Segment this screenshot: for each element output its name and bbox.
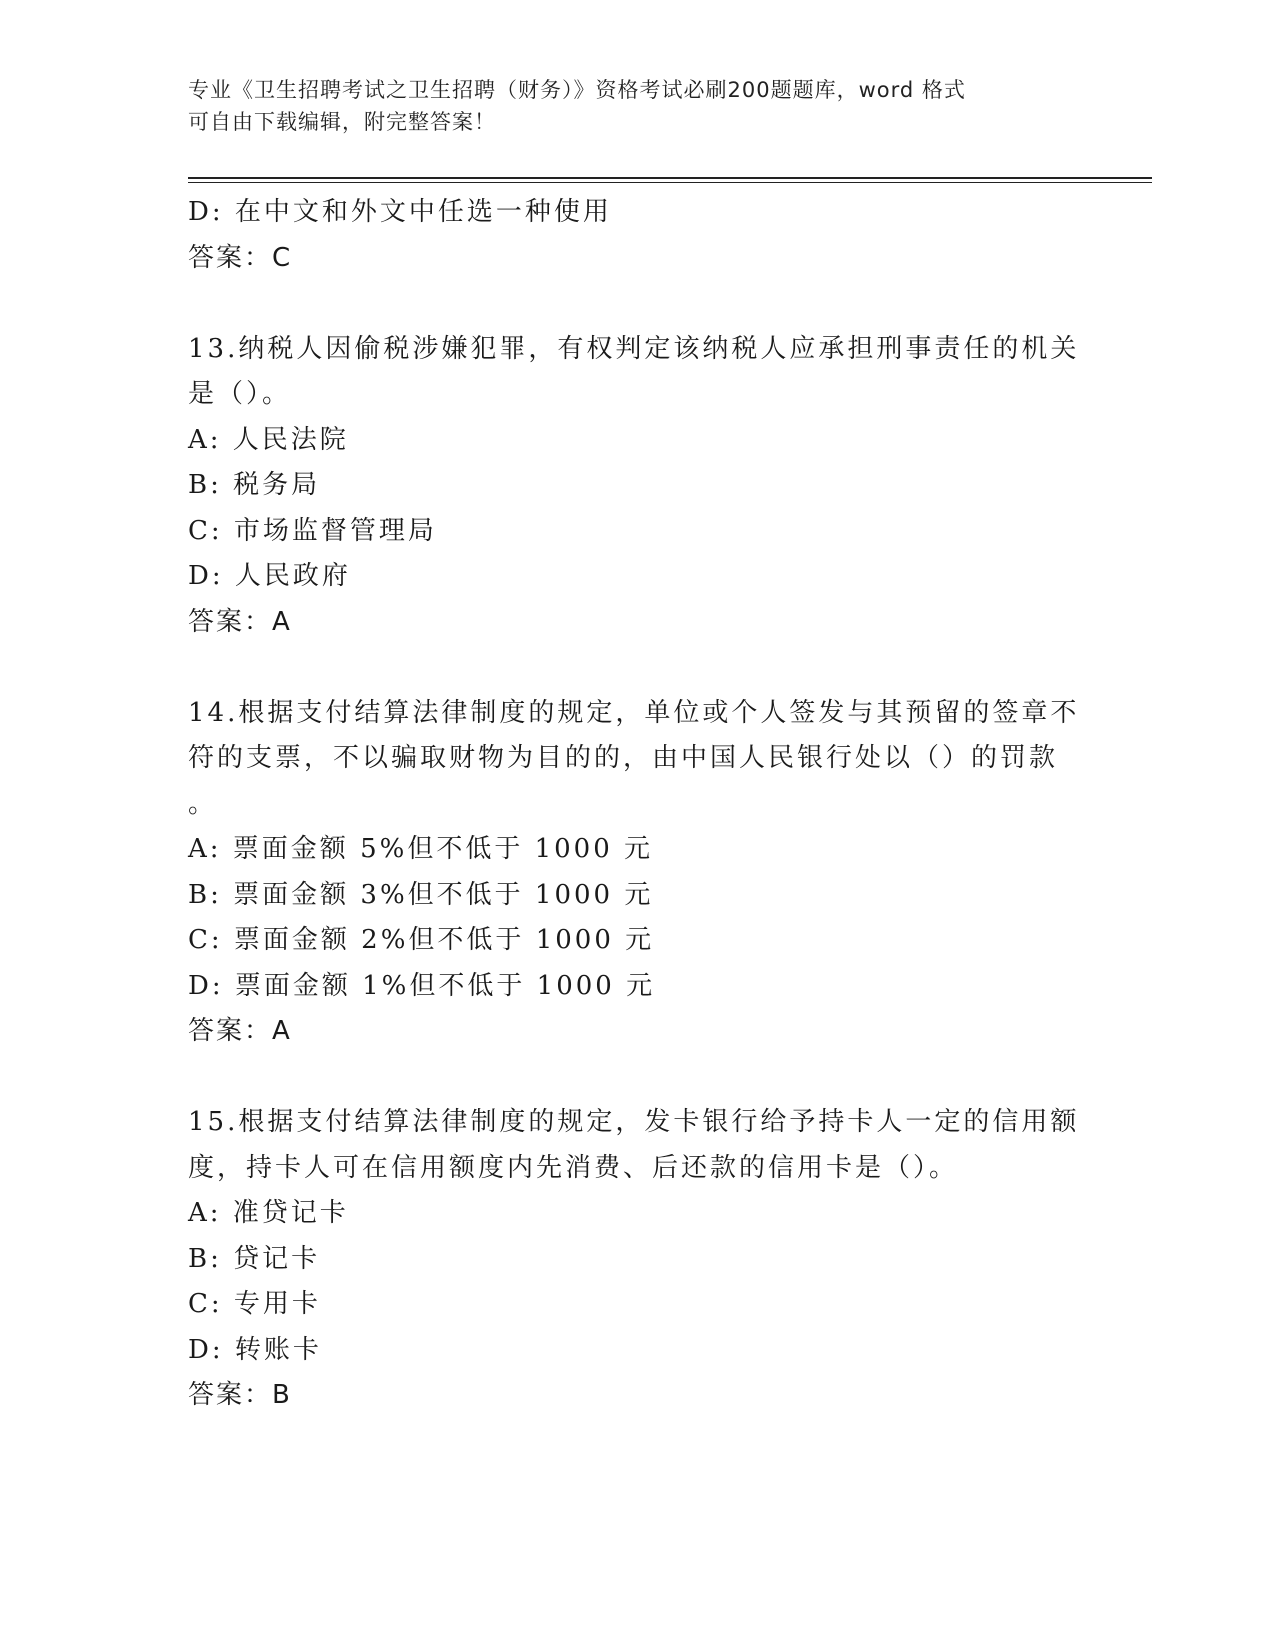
question-stem-line: 是（）。 bbox=[188, 379, 292, 409]
answer-line: 答案：B bbox=[188, 1380, 292, 1410]
option-b: B: 票面金额 3%但不低于 1000 元 bbox=[188, 879, 654, 910]
header-divider-thin bbox=[188, 182, 1152, 183]
previous-question-tail bbox=[188, 190, 1088, 281]
option-d: D: 票面金额 1%但不低于 1000 元 bbox=[188, 970, 656, 1001]
header-divider-thick bbox=[188, 177, 1152, 179]
question-13 bbox=[188, 327, 1088, 646]
option-c: C: 市场监督管理局 bbox=[188, 515, 437, 546]
option-c: C: 票面金额 2%但不低于 1000 元 bbox=[188, 925, 655, 955]
question-stem-line: 13.纳税人因偷税涉嫌犯罪，有权判定该纳税人应承担刑事责任的机关 bbox=[188, 333, 1080, 364]
option-d: D: 在中文和外文中任选一种使用 bbox=[188, 197, 612, 227]
option-d: D: 转账卡 bbox=[188, 1334, 322, 1365]
question-14 bbox=[188, 691, 1088, 1055]
question-stem-line: 。 bbox=[188, 788, 218, 819]
question-stem-line: 14.根据支付结算法律制度的规定，单位或个人签发与其预留的签章不 bbox=[188, 697, 1080, 728]
option-b: B: 贷记卡 bbox=[188, 1243, 321, 1274]
answer-line: 答案：C bbox=[188, 242, 293, 273]
option-a: A: 人民法院 bbox=[188, 424, 349, 455]
question-15 bbox=[188, 1100, 1088, 1419]
option-c: C: 专用卡 bbox=[188, 1289, 321, 1319]
option-a: A: 准贷记卡 bbox=[188, 1198, 349, 1228]
spacer bbox=[188, 645, 1088, 691]
option-a: A: 票面金额 5%但不低于 1000 元 bbox=[188, 834, 654, 864]
option-b: B: 税务局 bbox=[188, 470, 321, 500]
question-stem-line: 15.根据支付结算法律制度的规定，发卡银行给予持卡人一定的信用额 bbox=[188, 1107, 1080, 1137]
question-stem-line: 符的支票，不以骗取财物为目的的，由中国人民银行处以（）的罚款 bbox=[188, 743, 1059, 773]
question-list bbox=[188, 190, 1088, 1419]
header-title-line-2: 可自由下载编辑，附完整答案！ bbox=[188, 110, 496, 134]
option-d: D: 人民政府 bbox=[188, 561, 351, 591]
spacer bbox=[188, 281, 1088, 327]
document-header bbox=[188, 74, 1088, 138]
spacer bbox=[188, 1055, 1088, 1101]
header-title-line-1: 专业《卫生招聘考试之卫生招聘（财务）》资格考试必刷200题题库，word 格式 bbox=[188, 78, 966, 102]
answer-line: 答案：A bbox=[188, 606, 292, 637]
answer-line: 答案：A bbox=[188, 1016, 292, 1046]
question-stem-line: 度，持卡人可在信用额度内先消费、后还款的信用卡是（）。 bbox=[188, 1152, 959, 1183]
